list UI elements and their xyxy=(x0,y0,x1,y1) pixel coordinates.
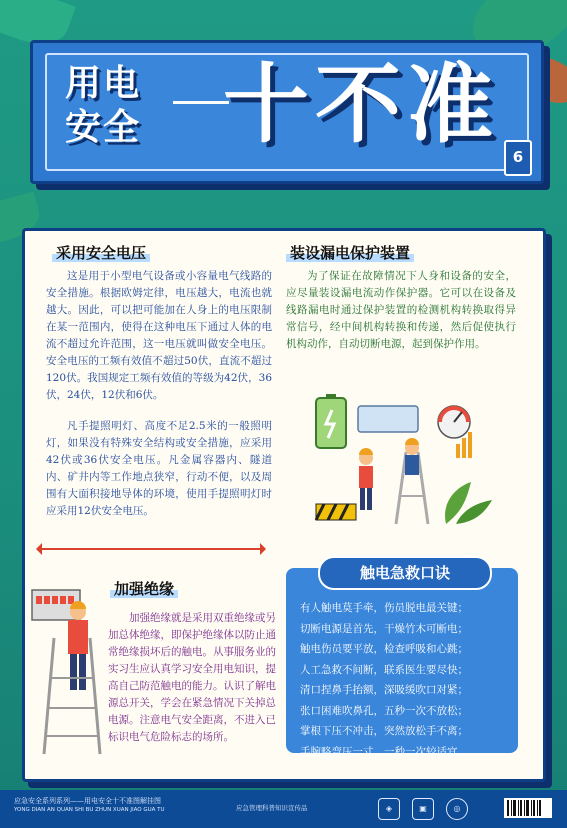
voltage-paragraph-1: 这是用于小型电气设备或小容量电气线路的安全措施。根据欧姆定律，电压越大，电流也就越大。因此，可以把可能加在人身上的电压限制在某一范围内，使得在这种电压下通过人体的电流不超过允许范围，这一电压就叫做安全电压。安全电压的工频有效值不超过50伏，直流不超过120伏。我国规定工频有效值的等级为42伏，36伏，24伏，12伏和6伏。 xyxy=(46,270,272,401)
voltage-paragraph-2: 凡手提照明灯、高度不足2.5米的一般照明灯，如果没有特殊安全结构或安全措施，应采用42伏或36伏安全电压。凡金属容器内、隧道内、矿井内等工作地点狭窄，行动不便，以及周围有大面积接地导体的环境，使用手提照明灯时应采用12伏安全电压。 xyxy=(46,420,272,517)
footer-bar xyxy=(0,790,567,828)
shield-logo-icon: ▣ xyxy=(412,798,434,820)
title-line1: 用电 xyxy=(65,63,142,104)
rescue-verse xyxy=(300,598,510,762)
footer-publisher: 应急管理科普知识宣传品 xyxy=(236,804,308,812)
rescue-line: 清口捏鼻手抬额，深吸缓吹口对紧； xyxy=(300,684,468,696)
rescue-title: 触电急救口诀 xyxy=(318,556,492,590)
rescue-line: 有人触电莫手牵，伤员脱电最关键； xyxy=(300,602,468,614)
footer-pinyin: YONG DIAN AN QUAN SHI BU ZHUN XUAN JIAO GUA TU xyxy=(14,807,165,813)
title-line2: 安全 xyxy=(65,107,142,148)
worker-on-ladder-illustration xyxy=(30,588,112,758)
rescue-line: 手腕略弯压一寸，一秒一次较适宜。 xyxy=(300,745,468,758)
section-title-leakage: 装设漏电保护装置 xyxy=(286,242,414,263)
rescue-line: 张口困难吹鼻孔，五秒一次不放松； xyxy=(300,704,468,717)
barcode-icon xyxy=(504,798,552,818)
section-title-voltage: 采用安全电压 xyxy=(52,242,150,263)
emblem-logo-icon: ◈ xyxy=(378,798,400,820)
rescue-box xyxy=(286,564,518,758)
rescue-line: 触电伤员要平放，检查呼吸和心跳； xyxy=(300,643,468,655)
plug-wire-icon xyxy=(173,101,229,104)
rescue-line: 人工急救不间断，联系医生要尽快； xyxy=(300,663,468,676)
battery-badge: 6 xyxy=(504,140,532,176)
insulation-paragraph: 加强绝缘就是采用双重绝缘或另加总体绝缘，即保护绝缘体以防止通常绝缘损坏后的触电。从事服务业的实习生应认真学习安全用电知识，提高自己防范触电的能力。认识了解电源总开关，学会在紧急情况下关掉总电源。注意电气安全距离，不进入已标识电气危险标志的场所。 xyxy=(108,612,276,743)
footer-series: 应急安全系列系列——用电安全十不准图解挂图 xyxy=(14,797,161,805)
section-title-insulation: 加强绝缘 xyxy=(110,578,178,599)
poster-header xyxy=(30,40,544,184)
rescue-line: 切断电源是首先，干燥竹木可断电； xyxy=(300,622,468,635)
circle-logo-icon: ◎ xyxy=(446,798,468,820)
leakage-paragraph: 为了保证在故障情况下人身和设备的安全，应尽量装设漏电流动作保护器。它可以在设备及线路漏电时通过保护装置的检测机构转换取得异常信号，经中间机构转换和传递，然后促使执行机构动作，自动切断电源，起到保护作用。 xyxy=(286,270,516,350)
electrician-illustration xyxy=(296,392,496,532)
divider-arrow xyxy=(40,548,262,550)
title-main: 十不准 xyxy=(223,55,499,155)
rescue-line: 掌根下压不冲击，突然放松手不离； xyxy=(300,725,468,737)
